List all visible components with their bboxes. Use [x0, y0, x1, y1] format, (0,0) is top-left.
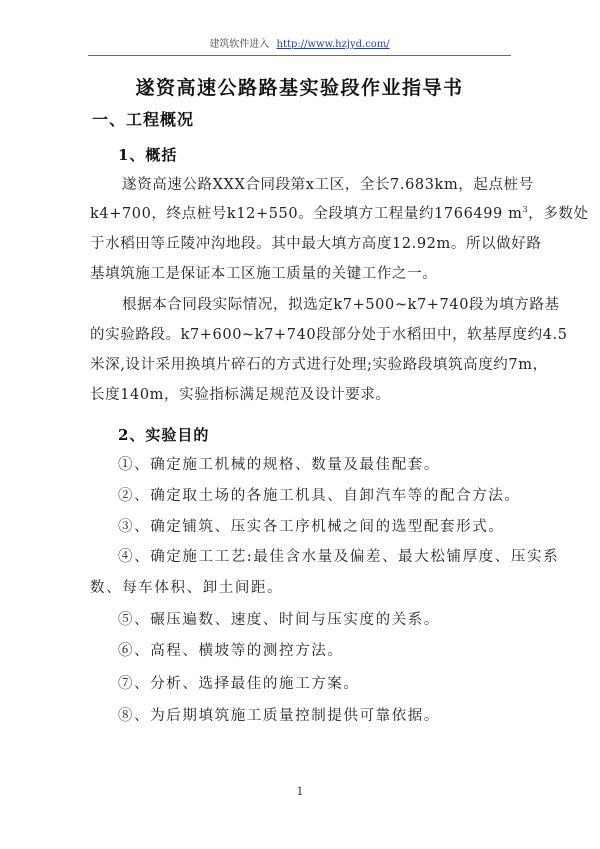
list-item: ⑦、分析、选择最佳的施工方案。 [118, 676, 360, 692]
header-divider [88, 55, 511, 56]
list-item: ②、确定取土场的各施工机具、自卸汽车等的配合方法。 [118, 488, 521, 504]
subsection-heading-summary: 1、概括 [118, 146, 178, 164]
paragraph-line: 于水稻田等丘陵冲沟地段。其中最大填方高度12.92m。所以做好路 [90, 236, 542, 252]
subsection-heading-objectives: 2、实验目的 [118, 426, 210, 444]
paragraph-line: 基填筑施工是保证本工区施工质量的关键工作之一。 [90, 266, 438, 282]
section-heading-overview: 一、工程概况 [92, 110, 195, 129]
header-link[interactable]: http://www.hzjyd.com/ [276, 39, 390, 50]
superscript: 3 [522, 205, 529, 215]
document-title: 遂资高速公路路基实验段作业指导书 [135, 77, 464, 99]
list-item: ⑥、高程、横坡等的测控方法。 [118, 643, 344, 659]
text-span: ，多数处 [528, 206, 589, 222]
list-item: ⑤、碾压遍数、速度、时间与压实度的关系。 [118, 612, 440, 628]
page-number: 1 [296, 785, 304, 798]
list-item: ⑧、为后期填筑施工质量控制提供可靠依据。 [118, 708, 440, 724]
list-item: ①、确定施工机械的规格、数量及最佳配套。 [118, 457, 440, 473]
paragraph-line: 的实验路段。k7+600~k7+740段部分处于水稻田中，软基厚度约4.5 [90, 327, 568, 343]
paragraph-line [90, 204, 589, 224]
paragraph-line: 长度140m，实验指标满足规范及设计要求。 [90, 387, 391, 403]
header-prefix: 建筑软件进入 [209, 39, 270, 50]
paragraph-line: 根据本合同段实际情况，拟选定k7+500~k7+740段为填方路基 [122, 297, 560, 313]
list-item: ④、确定施工工艺:最佳含水量及偏差、最大松铺厚度、压实系 [118, 549, 560, 565]
list-item: ③、确定铺筑、压实各工序机械之间的选型配套形式。 [118, 519, 505, 535]
paragraph-line: 遂资高速公路XXX合同段第x工区，全长7.683km，起点桩号 [122, 177, 534, 193]
page-header [88, 38, 511, 52]
list-item-continuation: 数、每车体积、卸土间距。 [90, 580, 284, 596]
text-span: k4+700，终点桩号k12+550。全段填方工程量约1766499 m [90, 206, 523, 222]
paragraph-line: 米深,设计采用换填片碎石的方式进行处理;实验路段填筑高度约7m， [90, 357, 548, 373]
